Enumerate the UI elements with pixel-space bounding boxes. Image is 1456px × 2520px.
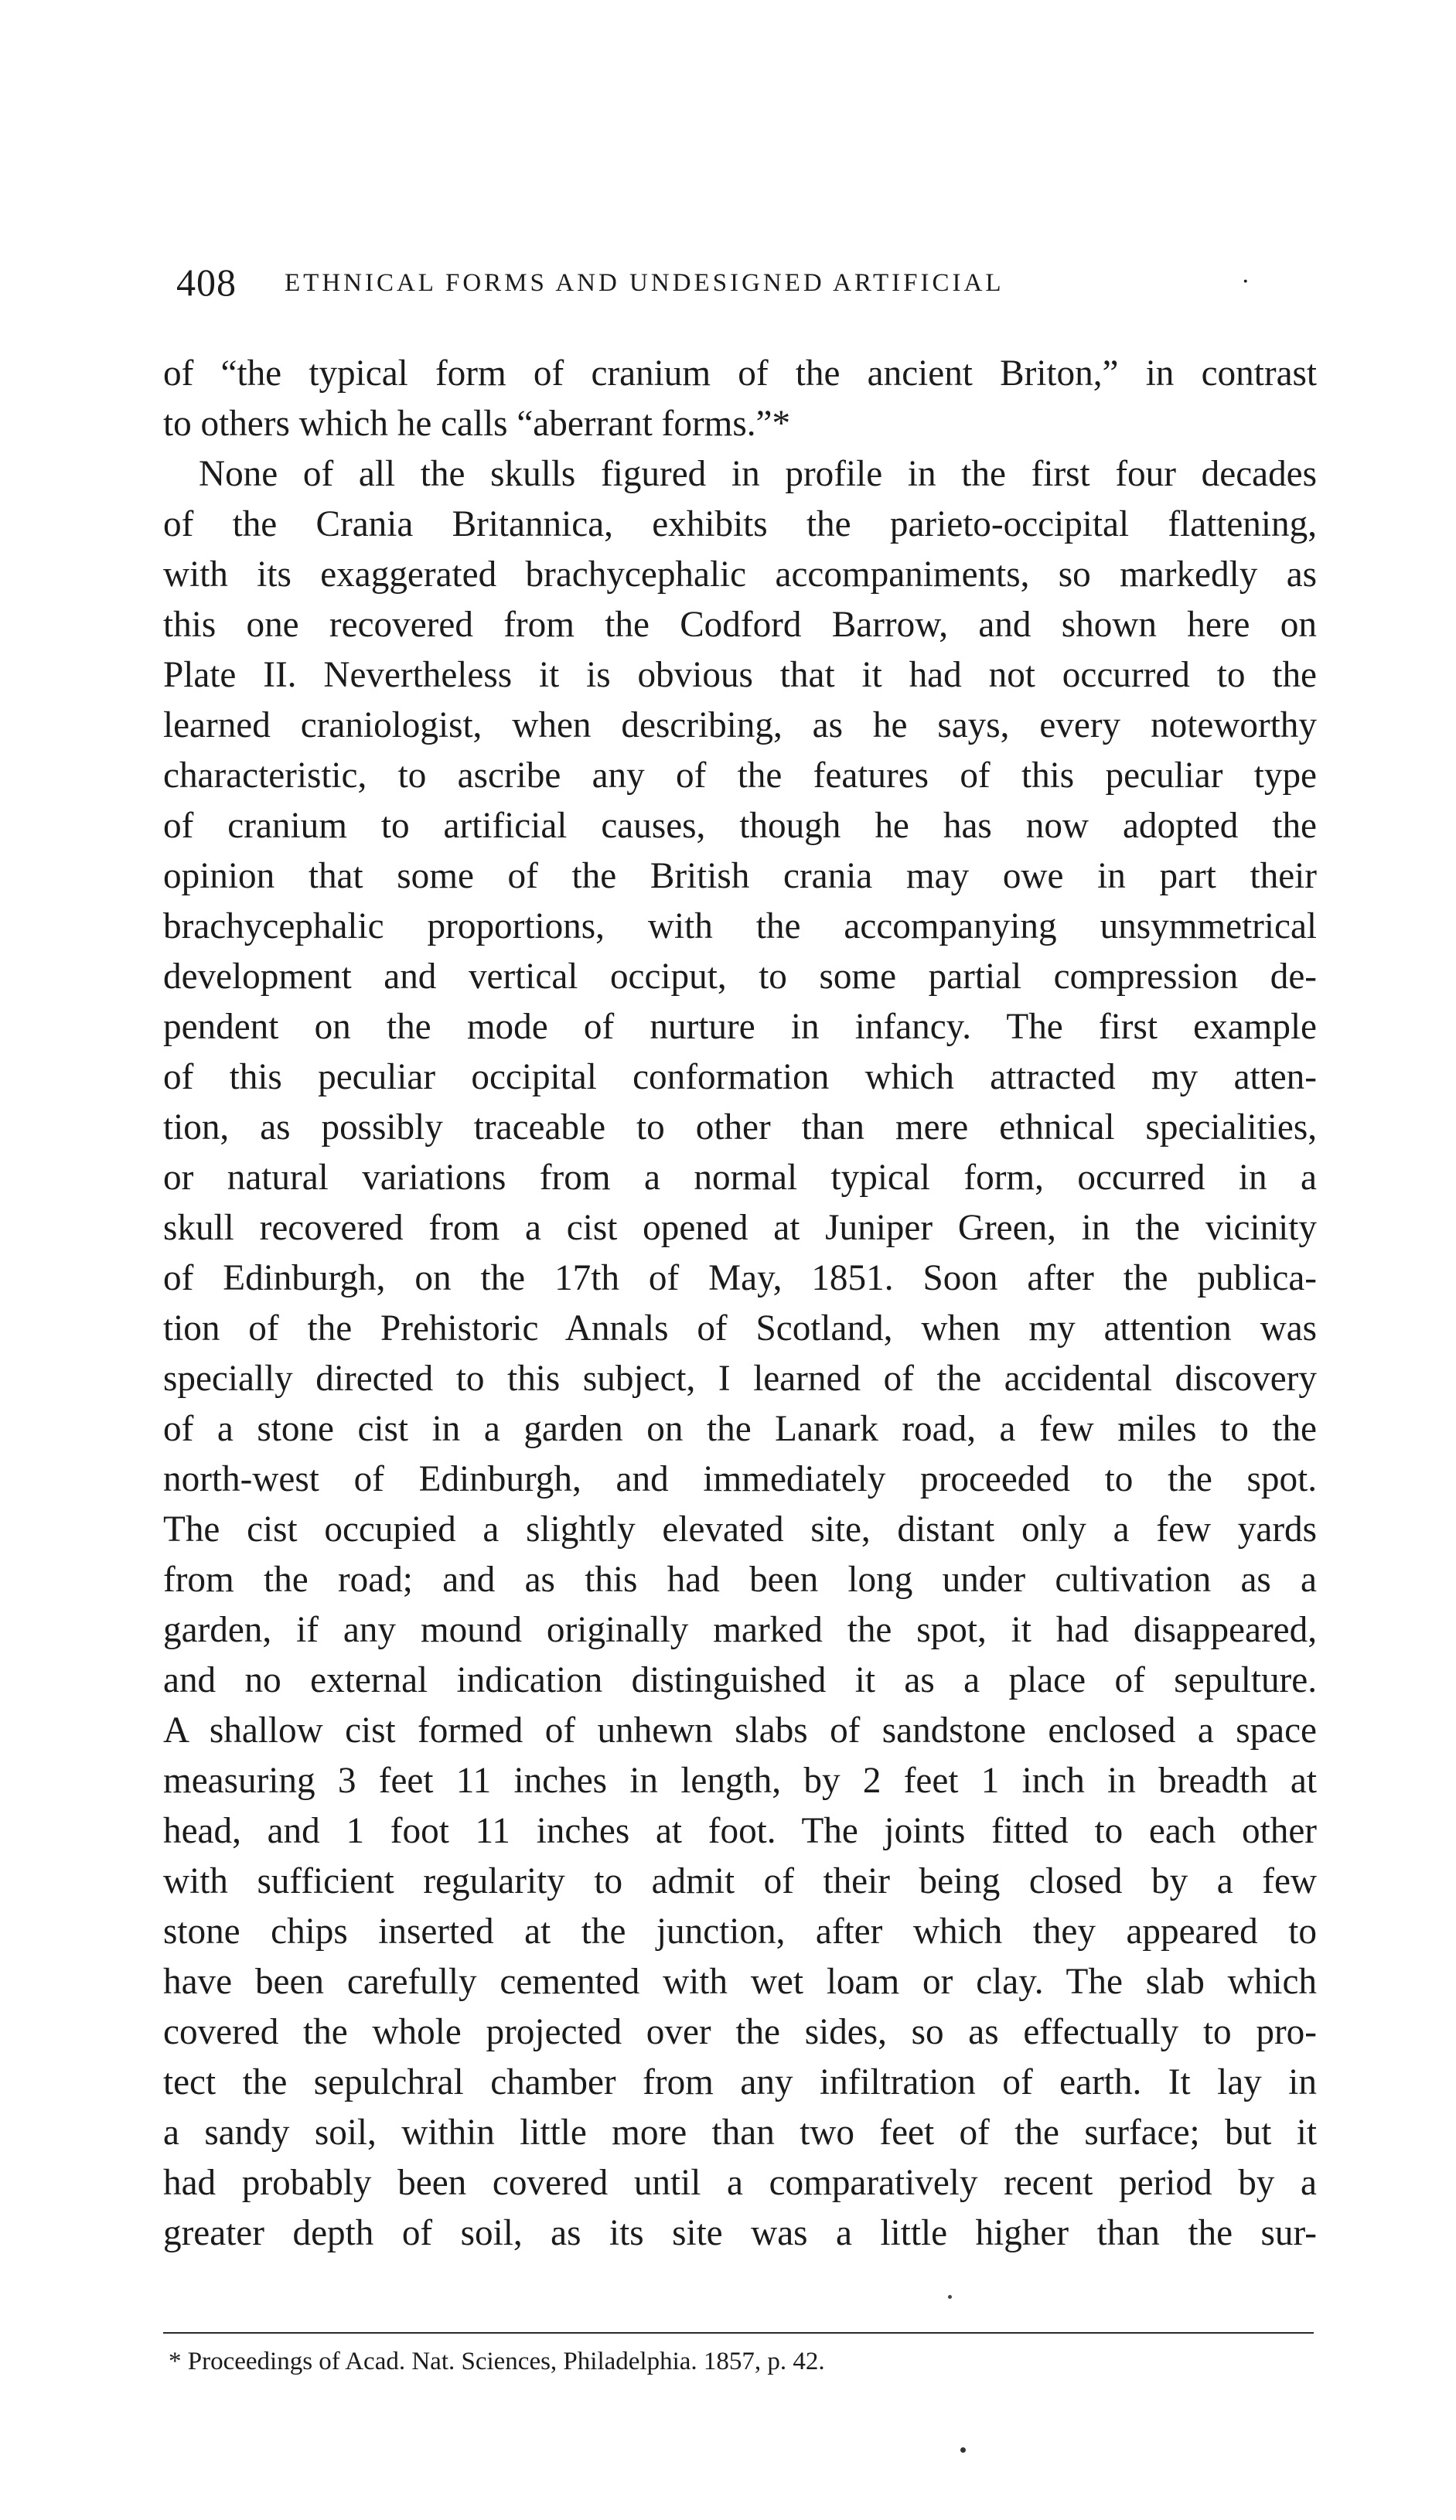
text-line: opinion that some of the British crania may owe in part their [163,856,1317,896]
text-line: pendent on the mode of nurture in infancy. The first example [163,1007,1317,1047]
text-line: The cist occupied a slightly elevated site, distant only a few yards [163,1509,1317,1550]
page-header [176,255,1321,309]
text-line: to others which he calls “aberrant forms.”* [163,404,791,444]
body-text [163,349,1317,2259]
text-line: learned craniologist, when describing, as he says, every noteworthy [163,705,1317,745]
page-number: 408 [176,261,237,304]
text-line: garden, if any mound originally marked the spot, it had disappeared, [163,1610,1317,1650]
ink-speck [960,2447,966,2453]
text-line: of a stone cist in a garden on the Lanark road, a few miles to the [163,1409,1317,1449]
text-line: specially directed to this subject, I learned of the accidental discovery [163,1359,1317,1399]
text-line: greater depth of soil, as its site was a little higher than the sur- [163,2213,1317,2253]
text-line: tion, as possibly traceable to other than mere ethnical specialities, [163,1107,1317,1147]
text-line: from the road; and as this had been long under cultivation as a [163,1560,1317,1600]
running-head: ETHNICAL FORMS AND UNDESIGNED ARTIFICIAL [285,269,1004,297]
text-line: a sandy soil, within little more than two feet of the surface; but it [163,2113,1317,2153]
text-line: measuring 3 feet 11 inches in length, by 2 feet 1 inch in breadth at [163,1761,1317,1801]
text-line: of “the typical form of cranium of the ancient Briton,” in contrast [163,353,1317,394]
ink-speck [948,2295,952,2299]
text-line: had probably been covered until a comparatively recent period by a [163,2163,1317,2203]
text-line: of the Crania Britannica, exhibits the parieto-occipital flattening, [163,504,1317,544]
text-line: of Edinburgh, on the 17th of May, 1851. Soon after the publica- [163,1258,1317,1298]
text-line: covered the whole projected over the sides, so as effectually to pro- [163,2012,1317,2052]
text-line: of this peculiar occipital conformation which attracted my atten- [163,1057,1317,1097]
text-line: brachycephalic proportions, with the accompanying unsymmetrical [163,906,1317,946]
text-line: with sufficient regularity to admit of their being closed by a few [163,1861,1317,1901]
text-line: tion of the Prehistoric Annals of Scotland, when my attention was [163,1308,1317,1349]
text-line: this one recovered from the Codford Barrow, and shown here on [163,605,1317,645]
text-line: head, and 1 foot 11 inches at foot. The joints fitted to each other [163,1811,1317,1851]
header-mark: · [1242,268,1250,295]
text-line: tect the sepulchral chamber from any infiltration of earth. It lay in [163,2062,1317,2102]
text-line: A shallow cist formed of unhewn slabs of sandstone enclosed a space [163,1710,1317,1751]
text-line: and no external indication distinguished it as a place of sepulture. [163,1660,1317,1700]
text-line: or natural variations from a normal typical form, occurred in a [163,1158,1317,1198]
text-line: with its exaggerated brachycephalic accompaniments, so markedly as [163,554,1317,595]
text-line: development and vertical occiput, to some partial compression de- [163,957,1317,997]
text-line: skull recovered from a cist opened at Juniper Green, in the vicinity [163,1208,1317,1248]
text-line: of cranium to artificial causes, though he has now adopted the [163,806,1317,846]
text-line: stone chips inserted at the junction, after which they appeared to [163,1911,1317,1952]
text-line: have been carefully cemented with wet loam or clay. The slab which [163,1962,1317,2002]
text-line: None of all the skulls figured in profile in the first four decades [199,454,1317,494]
text-line: north-west of Edinburgh, and immediately proceeded to the spot. [163,1459,1317,1499]
text-line: characteristic, to ascribe any of the features of this peculiar type [163,755,1317,796]
footnote-divider [163,2332,1314,2334]
text-line: Plate II. Nevertheless it is obvious that it had not occurred to the [163,655,1317,695]
footnote: * Proceedings of Acad. Nat. Sciences, Philadelphia. 1857, p. 42. [169,2348,825,2375]
